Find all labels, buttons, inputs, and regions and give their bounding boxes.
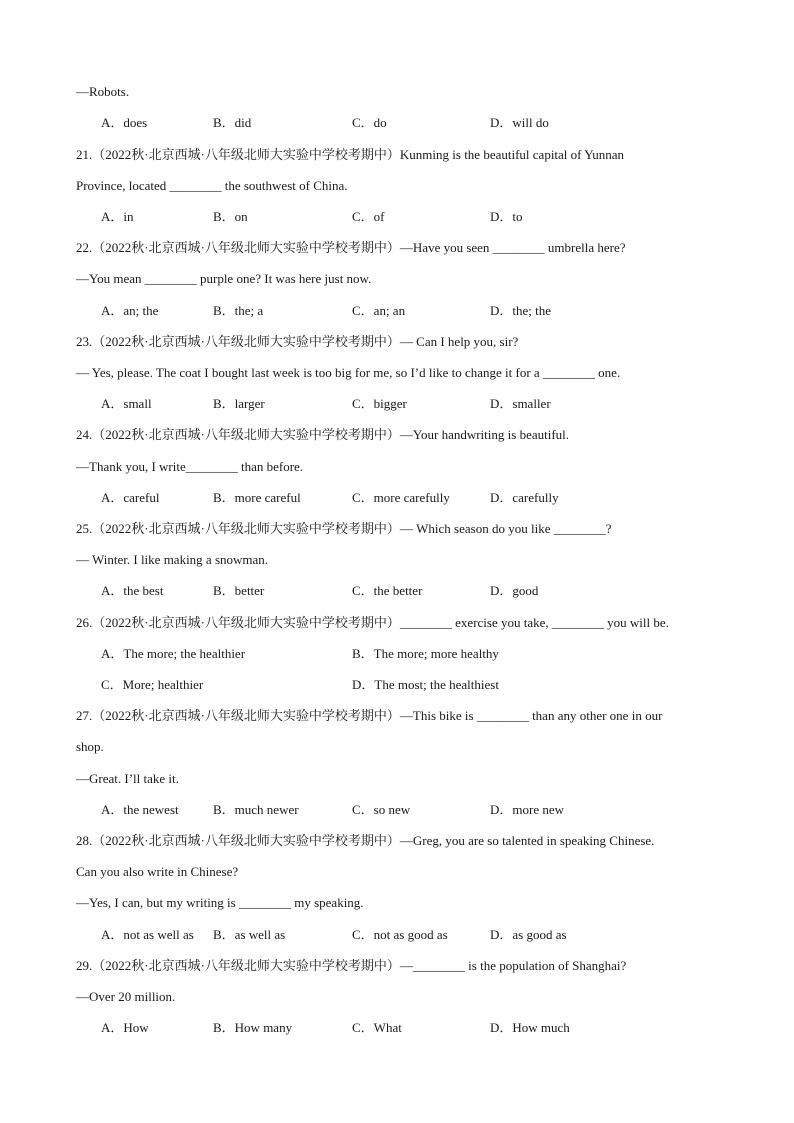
option-b: B．on xyxy=(213,209,248,224)
option-a: A．the newest xyxy=(101,802,179,817)
option-c: C．more carefully xyxy=(352,490,450,505)
answer-line: —Robots. xyxy=(76,84,130,99)
option-a: A．The more; the healthier xyxy=(101,646,246,661)
option-c: C．More; healthier xyxy=(101,677,204,692)
option-d: D．smaller xyxy=(490,396,551,411)
option-d: D．carefully xyxy=(490,490,559,505)
question-24-cont: —Thank you, I write________ than before. xyxy=(76,459,304,474)
question-25: 25.（2022秋·北京西城·八年级北师大实验中学校考期中）— Which season do you like ________? xyxy=(76,521,612,536)
option-a: A．careful xyxy=(101,490,160,505)
option-a: A．not as well as xyxy=(101,927,194,942)
question-23: 23.（2022秋·北京西城·八年级北师大实验中学校考期中）— Can I help you, sir? xyxy=(76,334,519,349)
option-c: C．of xyxy=(352,209,385,224)
option-c: C．What xyxy=(352,1020,402,1035)
question-22: 22.（2022秋·北京西城·八年级北师大实验中学校考期中）—Have you seen ________ umbrella here? xyxy=(76,240,626,255)
option-b: B．much newer xyxy=(213,802,299,817)
option-b: B．The more; more healthy xyxy=(352,646,499,661)
option-b: B．better xyxy=(213,583,265,598)
option-c: C．bigger xyxy=(352,396,407,411)
option-b: B．the; a xyxy=(213,303,264,318)
option-a: A．small xyxy=(101,396,152,411)
option-c: C．an; an xyxy=(352,303,406,318)
option-d: D．The most; the healthiest xyxy=(352,677,499,692)
question-22-cont: —You mean ________ purple one? It was here just now. xyxy=(76,271,372,286)
option-a: A．does xyxy=(101,115,148,130)
question-29-reply: —Over 20 million. xyxy=(76,989,176,1004)
option-a: A．How xyxy=(101,1020,149,1035)
option-c: C．so new xyxy=(352,802,411,817)
question-21-cont: Province, located ________ the southwest of China. xyxy=(76,178,348,193)
question-27-cont: shop. xyxy=(76,739,104,754)
question-23-cont: — Yes, please. The coat I bought last week is too big for me, so I’d like to change it for a ________ one. xyxy=(76,365,621,380)
option-b: B．as well as xyxy=(213,927,286,942)
option-d: D．to xyxy=(490,209,523,224)
option-b: B．more careful xyxy=(213,490,301,505)
question-29: 29.（2022秋·北京西城·八年级北师大实验中学校考期中）—________ is the population of Shanghai? xyxy=(76,958,627,973)
option-c: C．do xyxy=(352,115,387,130)
option-d: D．the; the xyxy=(490,303,552,318)
question-27: 27.（2022秋·北京西城·八年级北师大实验中学校考期中）—This bike is ________ than any other one in our xyxy=(76,708,663,723)
option-b: B．larger xyxy=(213,396,265,411)
option-a: A．an; the xyxy=(101,303,159,318)
option-d: D．more new xyxy=(490,802,565,817)
option-b: B．How many xyxy=(213,1020,293,1035)
option-c: C．the better xyxy=(352,583,423,598)
question-25-cont: — Winter. I like making a snowman. xyxy=(76,552,269,567)
question-28-reply: —Yes, I can, but my writing is ________ my speaking. xyxy=(76,895,364,910)
question-28-cont: Can you also write in Chinese? xyxy=(76,864,239,879)
option-b: B．did xyxy=(213,115,252,130)
option-d: D．will do xyxy=(490,115,549,130)
option-a: A．in xyxy=(101,209,134,224)
question-27-reply: —Great. I’ll take it. xyxy=(76,771,179,786)
question-24: 24.（2022秋·北京西城·八年级北师大实验中学校考期中）—Your handwriting is beautiful. xyxy=(76,427,570,442)
question-26: 26.（2022秋·北京西城·八年级北师大实验中学校考期中）________ exercise you take, ________ you will be. xyxy=(76,615,669,630)
question-21: 21.（2022秋·北京西城·八年级北师大实验中学校考期中）Kunming is the beautiful capital of Yunnan xyxy=(76,147,624,162)
option-a: A．the best xyxy=(101,583,164,598)
option-d: D．good xyxy=(490,583,539,598)
option-d: D．How much xyxy=(490,1020,570,1035)
question-28: 28.（2022秋·北京西城·八年级北师大实验中学校考期中）—Greg, you are so talented in speaking Chinese. xyxy=(76,833,655,848)
option-c: C．not as good as xyxy=(352,927,448,942)
option-d: D．as good as xyxy=(490,927,567,942)
